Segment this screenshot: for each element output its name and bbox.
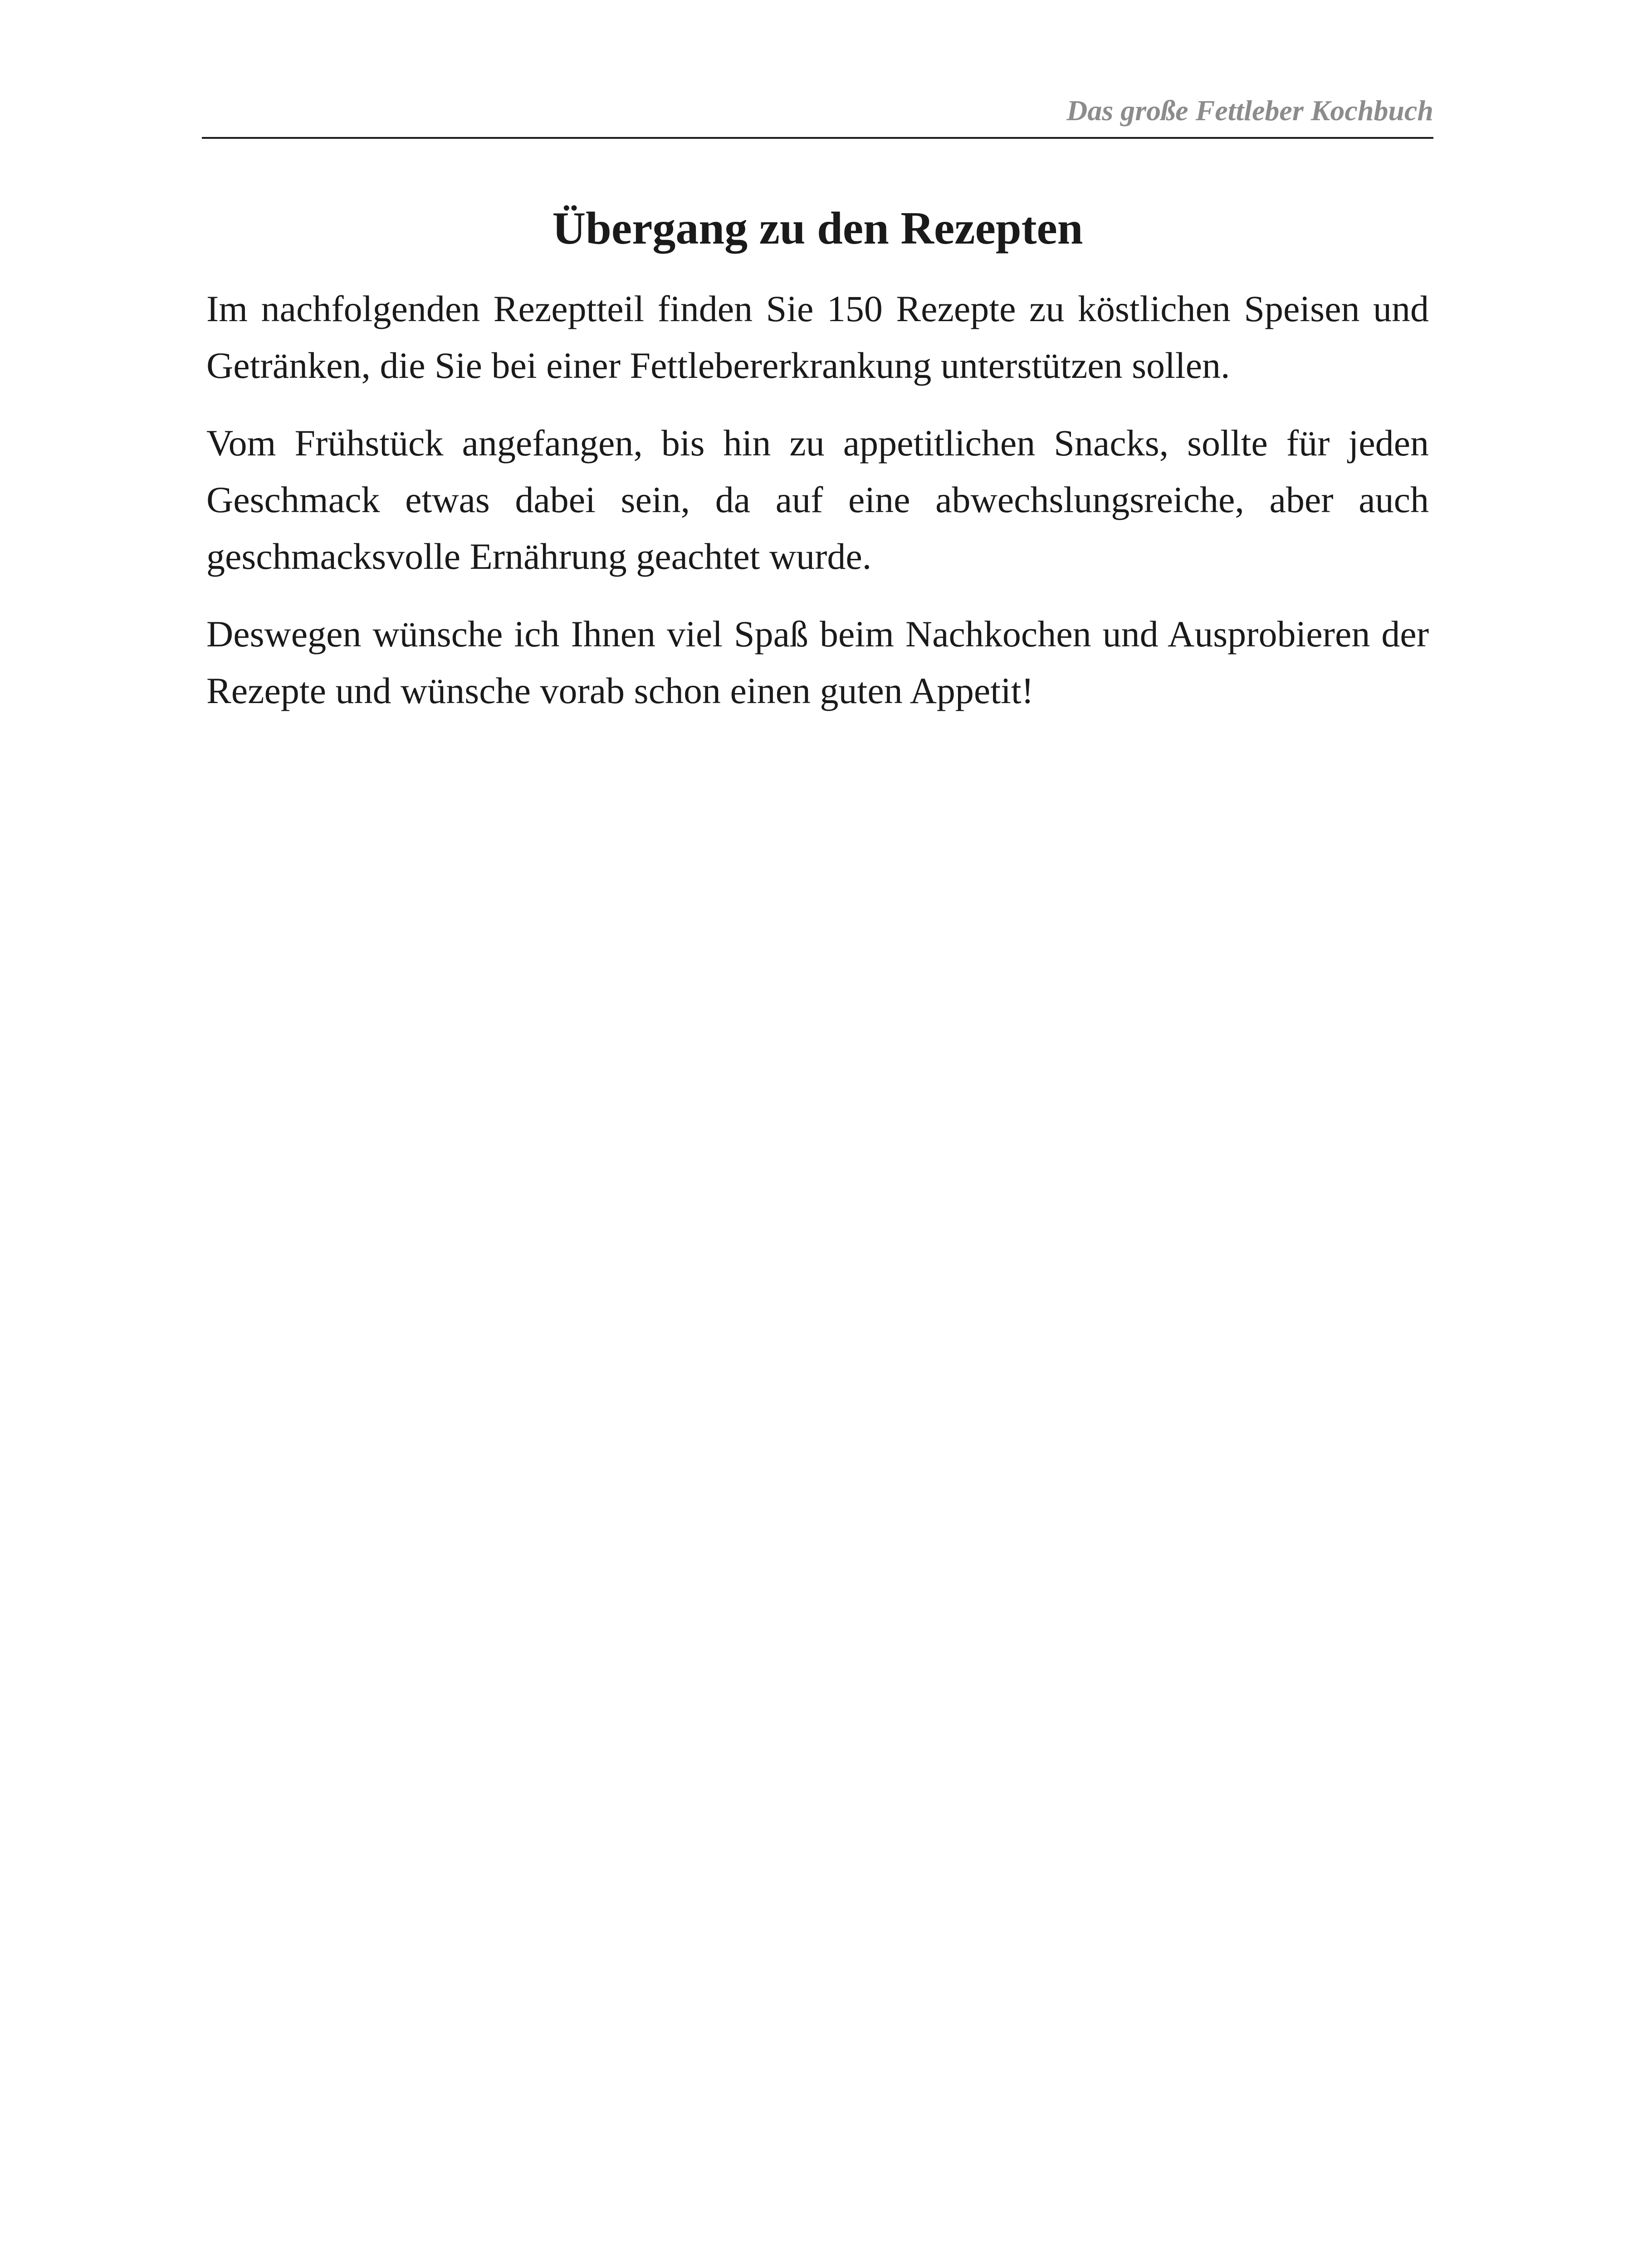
paragraph-intro: Im nachfolgenden Rezeptteil finden Sie 150 Rezepte zu köstlichen Speisen und Getränken, die Sie bei einer Fettlebererkrankung unterstützen sollen. <box>206 288 1429 386</box>
header-divider <box>202 137 1433 139</box>
paragraph-closing: Deswegen wünsche ich Ihnen viel Spaß beim Nachkochen und Ausprobieren der Rezepte und wünsche vorab schon einen guten Appetit! <box>206 613 1429 711</box>
page-content <box>206 200 1429 740</box>
paragraph-variety: Vom Frühstück angefangen, bis hin zu appetitlichen Snacks, sollte für jeden Geschmack etwas dabei sein, da auf eine abwechslungsreiche, aber auch geschmacksvolle Ernährung geachtet wurde. <box>206 422 1429 577</box>
running-header: Das große Fettleber Kochbuch <box>1066 94 1433 127</box>
section-title: Übergang zu den Rezepten <box>552 203 1083 254</box>
